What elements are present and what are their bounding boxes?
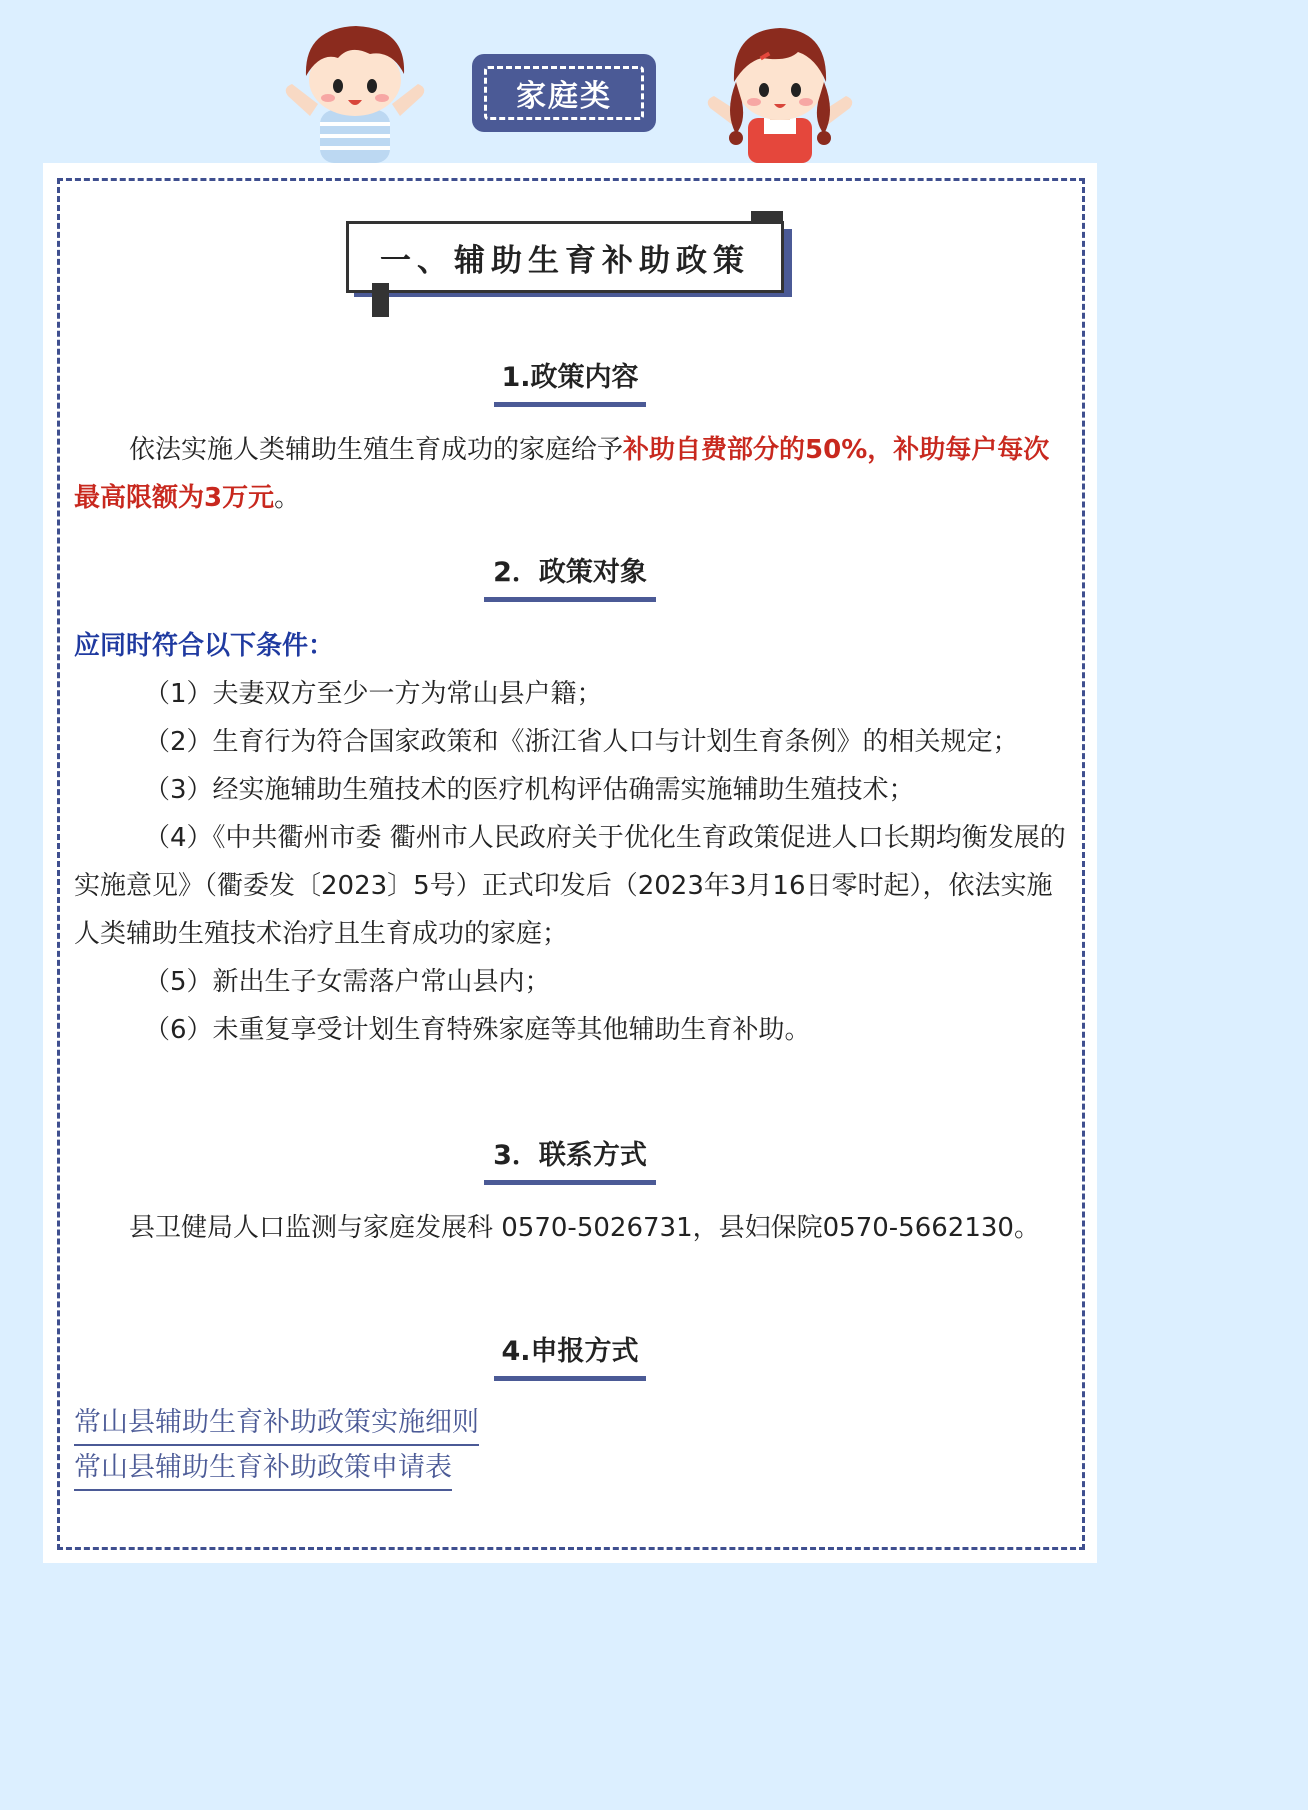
header bbox=[0, 0, 1133, 165]
condition-item: （3）经实施辅助生殖技术的医疗机构评估确需实施辅助生殖技术； bbox=[144, 775, 915, 805]
contact-text: 县卫健局人口监测与家庭发展科 0570-5026731，县妇保院0570-5662130。 bbox=[129, 1213, 1040, 1243]
subsidy-highlight: 补助自费部分的50%，补助每户每次最高限额为3万元 bbox=[74, 435, 1050, 513]
policy-target-list bbox=[74, 622, 1066, 1054]
girl-illustration bbox=[702, 22, 858, 163]
condition-item: （2）生育行为符合国家政策和《浙江省人口与计划生育条例》的相关规定； bbox=[144, 727, 1019, 757]
contact-heading: 3．联系方式 bbox=[43, 1133, 1097, 1185]
conditions-intro: 应同时符合以下条件： bbox=[74, 631, 335, 661]
apply-links bbox=[74, 1401, 1066, 1491]
policy-content-heading: 1.政策内容 bbox=[43, 355, 1097, 407]
condition-item: （6）未重复享受计划生育特殊家庭等其他辅助生育补助。 bbox=[144, 1015, 811, 1045]
category-label: 家庭类 bbox=[484, 66, 644, 120]
policy-content-text: 依法实施人类辅助生殖生育成功的家庭给予补助自费部分的50%，补助每户每次最高限额为3万元。 bbox=[74, 435, 1050, 513]
section-banner bbox=[346, 221, 792, 301]
condition-item: （4）《中共衢州市委 衢州市人民政府关于优化生育政策促进人口长期均衡发展的实施意见》（衢委发〔2023〕5号）正式印发后（2023年3月16日零时起），依法实施人类辅助生殖技术治疗且生育成功的家庭； bbox=[74, 823, 1066, 949]
condition-item: （5）新出生子女需落户常山县内； bbox=[144, 967, 551, 997]
policy-target-heading: 2．政策对象 bbox=[43, 550, 1097, 602]
boy-illustration bbox=[280, 18, 430, 163]
category-badge bbox=[472, 54, 656, 132]
content-card bbox=[43, 163, 1097, 1563]
application-form-link[interactable]: 常山县辅助生育补助政策申请表 bbox=[74, 1447, 452, 1491]
section-title: 一、辅助生育补助政策 bbox=[346, 221, 784, 293]
apply-heading: 4.申报方式 bbox=[43, 1329, 1097, 1381]
implementation-rules-link[interactable]: 常山县辅助生育补助政策实施细则 bbox=[74, 1402, 479, 1446]
condition-item: （1）夫妻双方至少一方为常山县户籍； bbox=[144, 679, 603, 709]
